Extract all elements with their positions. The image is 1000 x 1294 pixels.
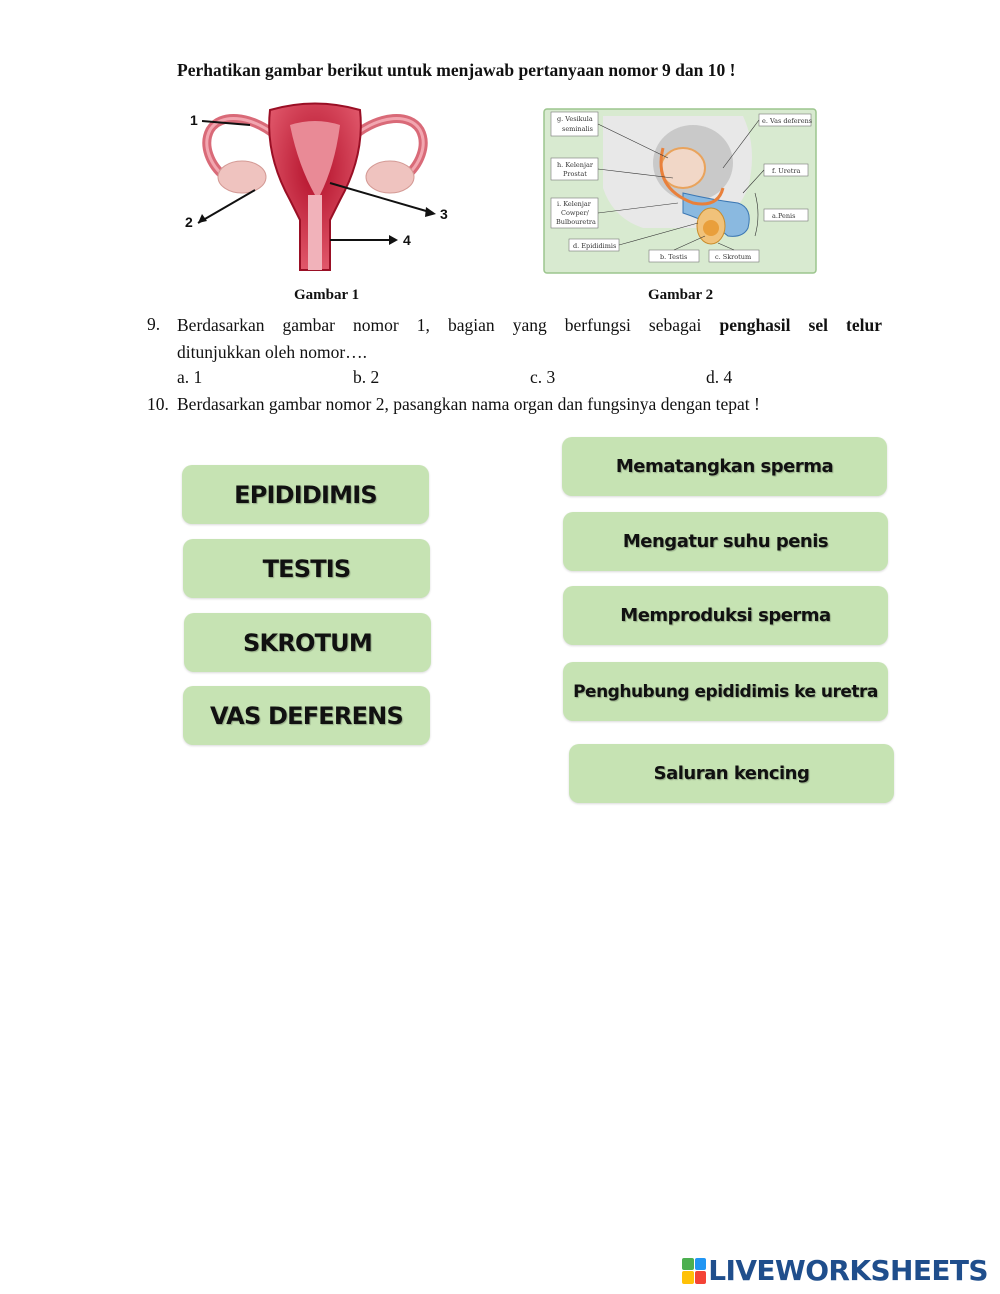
liveworksheets-logo-icon: [682, 1258, 706, 1284]
option-a[interactable]: a. 1: [177, 367, 203, 387]
function-card-saluran-kencing[interactable]: Saluran kencing: [569, 744, 894, 803]
fig2-label-g1: g. Vesikula: [557, 115, 593, 123]
question-9-line2: ditunjukkan oleh nomor….: [177, 342, 368, 362]
question-10-number: 10.: [147, 394, 169, 414]
fig2-label-f: f. Uretra: [772, 167, 801, 175]
function-card-memproduksi-sperma[interactable]: Memproduksi sperma: [563, 586, 888, 645]
svg-text:1: 1: [190, 112, 198, 128]
organ-card-skrotum[interactable]: SKROTUM: [184, 613, 431, 672]
liveworksheets-logo: [682, 1254, 988, 1287]
question-9-number: 9.: [147, 314, 161, 334]
fig2-label-h2: Prostat: [563, 170, 587, 178]
fig2-label-h1: h. Kelenjar: [557, 161, 593, 169]
figure-2-male-reproductive-diagram: [543, 108, 817, 274]
svg-text:2: 2: [185, 214, 193, 230]
question-9-bold: penghasil sel telur: [719, 315, 882, 335]
logo-tile-v: [682, 1271, 694, 1284]
fig2-label-c: c. Skrotum: [715, 253, 752, 261]
question-9-text: [177, 312, 882, 339]
function-card-penghubung-epididimis[interactable]: Penghubung epididimis ke uretra: [563, 662, 888, 721]
fig2-label-g2: seminalis: [562, 125, 593, 133]
option-d[interactable]: d. 4: [706, 367, 733, 387]
question-10-text: Berdasarkan gambar nomor 2, pasangkan nama organ dan fungsinya dengan tepat !: [177, 394, 760, 414]
fig2-label-d: d. Epididimis: [573, 242, 617, 250]
svg-text:4: 4: [403, 232, 411, 248]
figure-1-uterus-diagram: [180, 95, 455, 275]
svg-text:3: 3: [440, 206, 448, 222]
liveworksheets-logo-text: LIVEWORKSHEETS: [708, 1254, 988, 1287]
function-card-mematangkan-sperma[interactable]: Mematangkan sperma: [562, 437, 887, 496]
function-card-mengatur-suhu-penis[interactable]: Mengatur suhu penis: [563, 512, 888, 571]
organ-card-epididimis[interactable]: EPIDIDIMIS: [182, 465, 429, 524]
fig2-label-i3: Bulbouretra: [556, 218, 596, 226]
fig2-label-i2: Cowper/: [561, 209, 589, 217]
fig2-label-e: e. Vas deferens: [762, 117, 813, 125]
logo-tile-i: [695, 1258, 707, 1271]
logo-tile-e: [695, 1271, 707, 1284]
option-c[interactable]: c. 3: [530, 367, 556, 387]
logo-tile-l: [682, 1258, 694, 1271]
figure-1-caption: Gambar 1: [294, 287, 360, 303]
organ-card-testis[interactable]: TESTIS: [183, 539, 430, 598]
question-9-text-part: Berdasarkan gambar nomor 1, bagian yang berfungsi sebagai: [177, 315, 720, 335]
organ-card-vas-deferens[interactable]: VAS DEFERENS: [183, 686, 430, 745]
fig2-label-b: b. Testis: [660, 253, 688, 261]
option-b[interactable]: b. 2: [353, 367, 380, 387]
instruction-text: Perhatikan gambar berikut untuk menjawab pertanyaan nomor 9 dan 10 !: [177, 60, 736, 80]
fig2-label-a: a.Penis: [772, 212, 796, 220]
figure-2-caption: Gambar 2: [648, 287, 714, 303]
fig2-label-i1: i. Kelenjar: [557, 200, 591, 208]
